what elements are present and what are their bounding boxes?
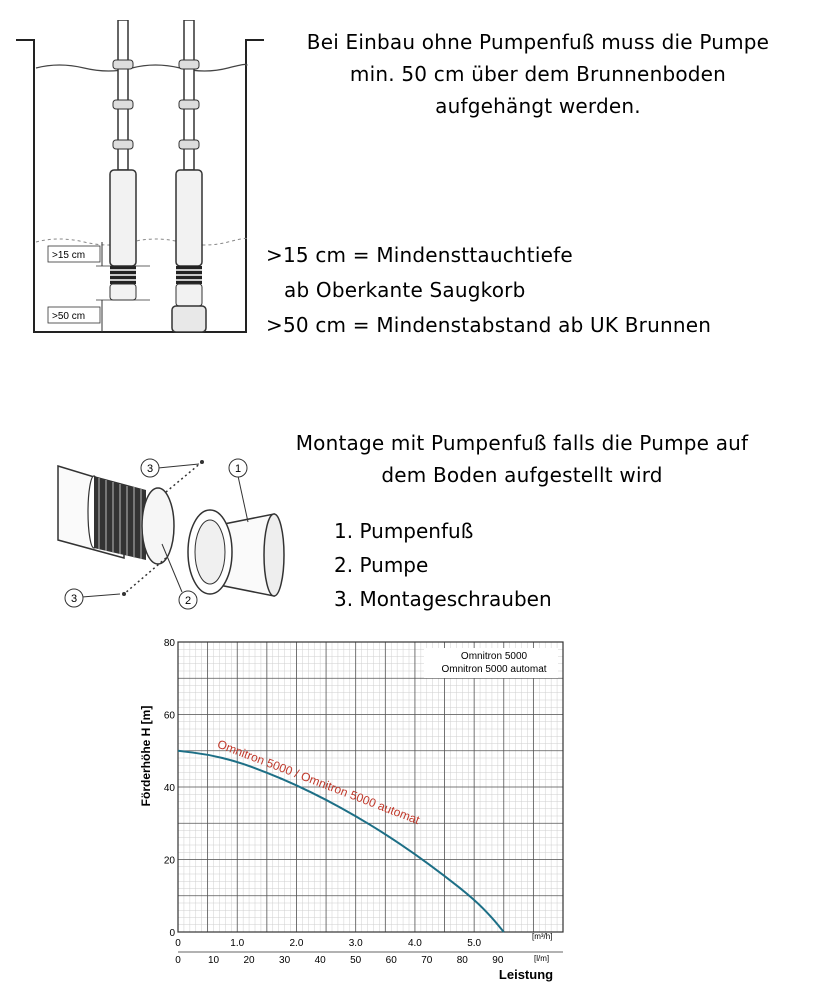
x-tick-label-lmin: 50 [350,955,362,966]
x-tick-label-lmin: 60 [385,955,397,966]
install-note-line-1: Bei Einbau ohne Pumpenfuß muss die Pumpe [306,30,770,54]
pump-curve-chart [128,630,568,986]
y-tick-label: 0 [169,928,175,939]
label-50cm: >50 cm [52,311,86,322]
curve-label: Omnitron 5000 / Omnitron 5000 automat [215,736,422,828]
x-tick-label-lmin: 40 [314,955,326,966]
install-note-line-3: aufgehängt werden. [435,94,641,118]
depth-note-min-distance: >50 cm = Mindenstabstand ab UK Brunnen [266,313,712,337]
pump-foot-diagram [54,448,314,618]
parts-item: 2. Pumpe [334,553,429,577]
mount-heading [262,427,782,491]
x-tick-label-lmin: 20 [243,955,255,966]
pump-foot [188,510,284,596]
x-axis-label: Leistung [498,967,554,982]
y-axis-label: Förderhöhe H [m] [139,705,153,807]
y-tick-label: 20 [163,855,175,867]
intake-strainer [94,476,146,560]
x-tick-label-m3h: 4.0 [407,938,422,949]
callout-1: 1 [234,463,242,475]
callout-3-top: 3 [146,463,154,475]
parts-item: 3. Montageschrauben [334,587,552,611]
x-tick-label-m3h: 0 [175,938,181,949]
y-tick-label: 40 [163,783,175,794]
parts-list [334,514,754,616]
x-unit-m3h: [m³/h] [532,932,553,941]
label-15cm: >15 cm [52,250,86,261]
legend-entry: Omnitron 5000 automat [441,664,547,675]
pump-left [110,20,136,300]
depth-notes [266,238,806,343]
install-note-line-2: min. 50 cm über dem Brunnenboden [349,62,727,86]
x-tick-label-lmin: 90 [492,955,504,966]
legend-entry: Omnitron 5000 [460,651,528,662]
x-tick-label-m3h: 5.0 [467,938,482,949]
callout-2: 2 [184,595,192,607]
mount-heading-line-2: dem Boden aufgestellt wird [381,463,663,487]
depth-note-min-immersion: >15 cm = Mindensttauchtiefe [266,243,573,267]
x-tick-label-lmin: 30 [279,955,291,966]
x-tick-label-lmin: 10 [207,955,220,966]
depth-note-intake: ab Oberkante Saugkorb [284,278,526,302]
mount-heading-line-1: Montage mit Pumpenfuß falls die Pumpe auf [295,431,749,455]
parts-item: 1. Pumpenfuß [334,519,474,543]
y-tick-label: 80 [163,638,175,649]
install-note [268,26,808,122]
x-tick-label-m3h: 1.0 [230,938,245,949]
x-tick-label-m3h: 2.0 [289,938,304,949]
x-tick-label-lmin: 0 [175,955,181,966]
x-tick-label-lmin: 70 [421,955,433,966]
well-installation-diagram [14,20,264,342]
x-tick-label-lmin: 80 [456,955,468,966]
x-unit-lmin: [l/m] [534,954,550,963]
x-tick-label-m3h: 3.0 [348,938,363,949]
y-tick-label: 60 [163,710,175,722]
callout-3-bottom: 3 [70,593,78,605]
